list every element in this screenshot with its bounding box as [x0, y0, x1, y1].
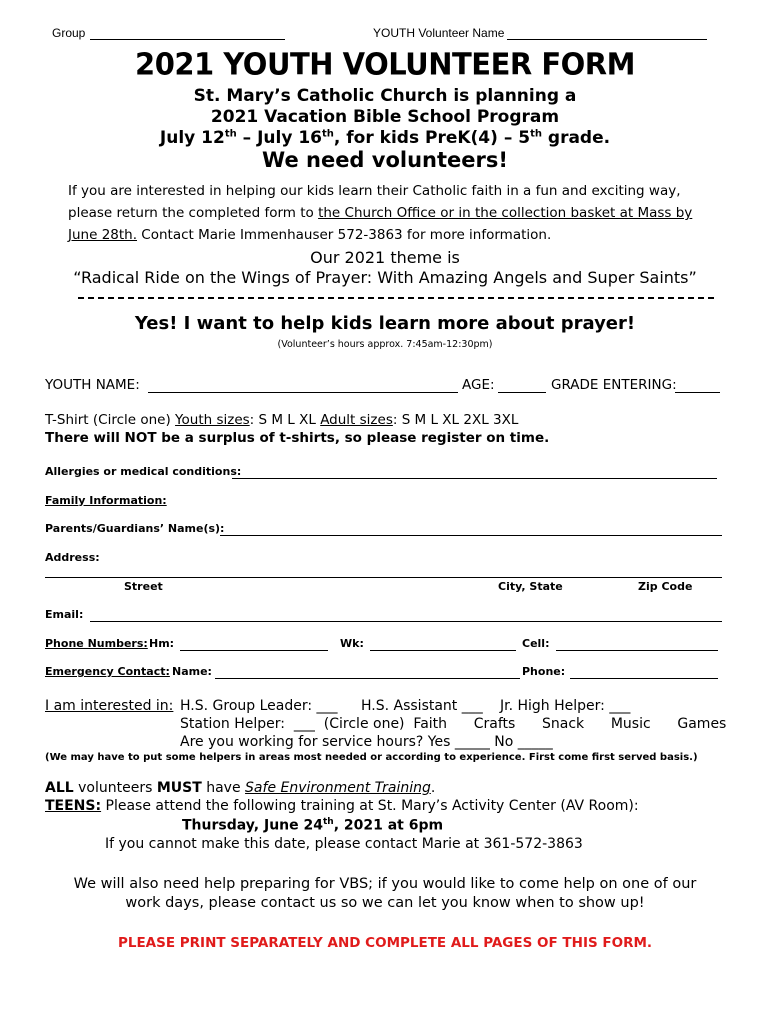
need-volunteers-heading: We need volunteers!	[262, 148, 508, 172]
parents-input-line[interactable]	[220, 535, 722, 536]
city-state-caption: City, State	[498, 580, 563, 593]
home-phone-label: Hm:	[149, 637, 175, 650]
print-notice: PLEASE PRINT SEPARATELY AND COMPLETE ALL PAGES OF THIS FORM.	[117, 935, 653, 951]
emergency-phone-label: Phone:	[522, 665, 566, 678]
interest-label: I am interested in:	[45, 698, 174, 714]
group-input-line[interactable]	[90, 39, 285, 40]
form-title: 2021 YOUTH VOLUNTEER FORM	[135, 46, 635, 82]
group-label: Group	[52, 26, 86, 40]
subheading-line3: July 12th – July 16th, for kids PreK(4) – 5th grade.	[159, 128, 611, 148]
help-line1: We will also need help preparing for VBS; if you would like to come help on one of our	[73, 876, 697, 892]
placement-note: (We may have to put some helpers in areas most needed or according to experience. First come first served basis.)	[45, 752, 698, 763]
grade-label: GRADE ENTERING:	[551, 377, 677, 393]
theme-intro: Our 2021 theme is	[310, 248, 460, 267]
phone-numbers-label: Phone Numbers:	[45, 637, 148, 650]
grade-input-line[interactable]	[675, 392, 720, 393]
tshirt-warning: There will NOT be a surplus of t-shirts, so please register on time.	[45, 430, 550, 446]
allergies-label: Allergies or medical conditions:	[45, 465, 242, 478]
volunteer-name-input-line[interactable]	[507, 39, 707, 40]
allergies-input-line[interactable]	[232, 478, 717, 479]
age-label: AGE:	[462, 377, 495, 393]
yes-heading: Yes! I want to help kids learn more about prayer!	[134, 313, 636, 334]
volunteer-name-label: YOUTH Volunteer Name	[373, 26, 505, 40]
youth-name-label: YOUTH NAME:	[45, 377, 140, 393]
tshirt-line: T-Shirt (Circle one) Youth sizes: S M L XL Adult sizes: S M L XL 2XL 3XL	[45, 412, 519, 428]
street-caption: Street	[124, 580, 163, 593]
emergency-name-input-line[interactable]	[215, 678, 520, 679]
home-phone-input-line[interactable]	[180, 650, 328, 651]
intro-line1: If you are interested in helping our kids learn their Catholic faith in a fun and exciting way,	[68, 183, 681, 199]
family-info-heading: Family Information:	[45, 494, 167, 507]
work-phone-input-line[interactable]	[370, 650, 516, 651]
hs-group-leader-option[interactable]: H.S. Group Leader: ___	[180, 698, 338, 714]
address-label: Address:	[45, 551, 100, 564]
hs-assistant-option[interactable]: H.S. Assistant ___	[361, 698, 483, 714]
emergency-name-label: Name:	[172, 665, 212, 678]
safe-environment-line: ALL volunteers MUST have Safe Environment Training.	[45, 780, 436, 796]
hours-note: (Volunteer’s hours approx. 7:45am-12:30pm)	[277, 339, 493, 350]
help-line2: work days, please contact us so we can let you know when to show up!	[125, 895, 645, 911]
theme-title: “Radical Ride on the Wings of Prayer: With Amazing Angels and Super Saints”	[73, 268, 697, 287]
cell-phone-input-line[interactable]	[556, 650, 718, 651]
age-input-line[interactable]	[498, 392, 546, 393]
email-input-line[interactable]	[90, 621, 722, 622]
email-label: Email:	[45, 608, 84, 621]
cell-phone-label: Cell:	[522, 637, 550, 650]
youth-name-input-line[interactable]	[148, 392, 458, 393]
intro-line2: please return the completed form to the Church Office or in the collection basket at Mass by	[68, 205, 693, 221]
teens-line: TEENS: Please attend the following training at St. Mary’s Activity Center (AV Room):	[45, 798, 639, 814]
work-phone-label: Wk:	[340, 637, 364, 650]
subheading-line1: St. Mary’s Catholic Church is planning a	[193, 86, 577, 106]
separator-rule	[78, 297, 714, 299]
zip-caption: Zip Code	[638, 580, 693, 593]
emergency-phone-input-line[interactable]	[570, 678, 718, 679]
subheading-line2: 2021 Vacation Bible School Program	[210, 107, 560, 127]
training-contact: If you cannot make this date, please contact Marie at 361-572-3863	[105, 836, 583, 852]
intro-line3: June 28th. Contact Marie Immenhauser 572-3863 for more information.	[68, 227, 552, 243]
address-input-line[interactable]	[45, 577, 722, 578]
parents-label: Parents/Guardians’ Name(s):	[45, 522, 225, 535]
training-date: Thursday, June 24th, 2021 at 6pm	[182, 817, 444, 834]
emergency-contact-label: Emergency Contact:	[45, 665, 170, 678]
station-helper-option[interactable]: Station Helper: ___ (Circle one) Faith Crafts Snack Music Games	[180, 716, 727, 732]
jr-high-helper-option[interactable]: Jr. High Helper: ___	[500, 698, 631, 714]
service-hours-question[interactable]: Are you working for service hours? Yes _____ No _____	[180, 734, 553, 750]
